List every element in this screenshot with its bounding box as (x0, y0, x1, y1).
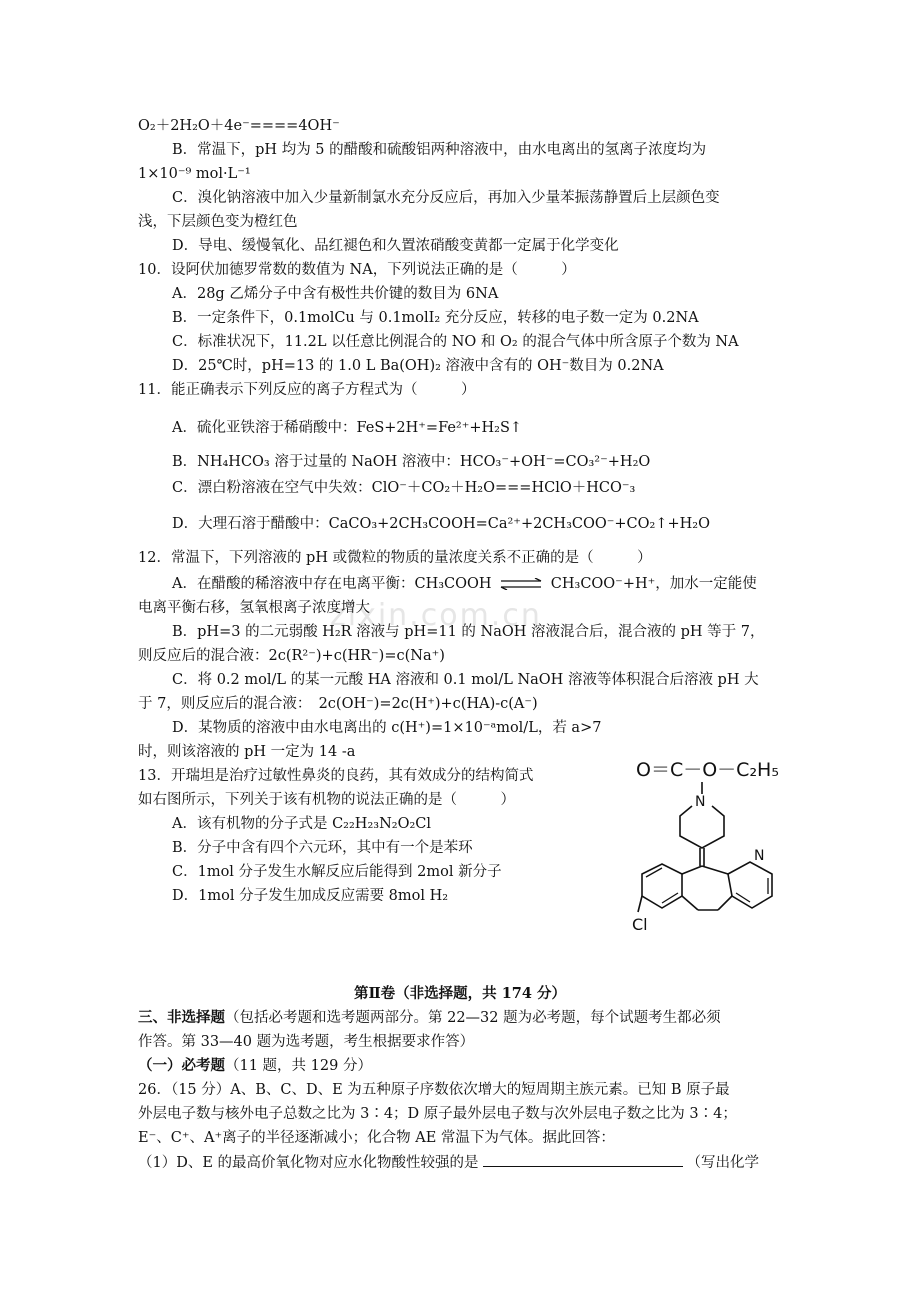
pyridine-nitrogen-label: N (754, 848, 765, 864)
answer-blank[interactable] (483, 1152, 683, 1167)
q13-option-a: A．该有机物的分子式是 C₂₂H₂₃N₂O₂Cl (172, 816, 432, 832)
q12-option-a-left: A．在醋酸的稀溶液中存在电离平衡：CH₃COOH (172, 576, 492, 592)
equation-line: O₂＋2H₂O＋4e⁻====4OH⁻ (138, 118, 340, 134)
option-c-cont: 浅，下层颜色变为橙红色 (138, 214, 298, 230)
question-10: 10．设阿伏加德罗常数的数值为 NA，下列说法正确的是（ ） (138, 262, 576, 278)
piperidine-nitrogen-label: N (695, 794, 706, 810)
question-26-part1 (138, 1152, 759, 1173)
ester-group-label: O＝C－O－C₂H₅ (636, 759, 779, 781)
question-11: 11．能正确表示下列反应的离子方程式为（ ） (138, 382, 476, 398)
q12-option-d-cont: 时，则该溶液的 pH 一定为 14 -a (138, 744, 356, 760)
section-3-label: 三、非选择题 (138, 1009, 225, 1026)
chlorine-label: Cl (632, 915, 648, 934)
q12-option-a-cont: 电离平衡右移，氢氧根离子浓度增大 (138, 600, 370, 616)
section-3-desc-cont: 作答。第 33—40 题为选考题，考生根据要求作答） (138, 1034, 475, 1050)
question-26-cont1: 外层电子数与核外电子总数之比为 3∶4；D 原子最外层电子数与次外层电子数之比为 3∶4； (138, 1106, 737, 1122)
section-3-desc: （包括必考题和选考题两部分。第 22—32 题为必考题，每个试题考生都必须 (225, 1010, 721, 1026)
option-c-text: C．溴化钠溶液中加入少量新制氯水充分反应后，再加入少量苯振荡静置后上层颜色变 (172, 190, 720, 206)
required-count: （11 题，共 129 分） (225, 1058, 372, 1074)
option-d-text: D．导电、缓慢氧化、品红褪色和久置浓硝酸变黄都一定属于化学变化 (172, 238, 619, 254)
question-12: 12．常温下，下列溶液的 pH 或微粒的物质的量浓度关系不正确的是（ ） (138, 550, 652, 566)
q11-option-d: D．大理石溶于醋酸中：CaCO₃+2CH₃COOH=Ca²⁺+2CH₃COO⁻+CO₂↑+H₂O (172, 516, 710, 532)
option-b-cont: 1×10⁻⁹ mol·L⁻¹ (138, 166, 251, 182)
watermark: zixin.com.cn (330, 598, 542, 633)
question-26: 26．（15 分）A、B、C、D、E 为五种原子序数依次增大的短周期主族元素。已知 B 原子最 (138, 1082, 730, 1098)
q12-option-b: B．pH=3 的二元弱酸 H₂R 溶液与 pH=11 的 NaOH 溶液混合后，混合液的 pH 等于 7， (172, 624, 765, 640)
q11-option-a: A．硫化亚铁溶于稀硝酸中：FeS+2H⁺=Fe²⁺+H₂S↑ (172, 420, 523, 436)
q26-part1-text: （1）D、E 的最高价氧化物对应水化物酸性较强的是 (138, 1155, 479, 1171)
option-b-text: B．常温下，pH 均为 5 的醋酸和硫酸铝两种溶液中，由水电离出的氢离子浓度均为 (172, 142, 707, 158)
q12-option-c: C．将 0.2 mol/L 的某一元酸 HA 溶液和 0.1 mol/L NaOH 溶液等体积混合后溶液 pH 大 (172, 672, 759, 688)
question-26-cont2: E⁻、C⁺、A⁺离子的半径逐渐减小；化合物 AE 常温下为气体。据此回答： (138, 1130, 615, 1146)
required-heading (138, 1056, 372, 1076)
q12-option-b-cont: 则反应后的混合液：2c(R²⁻)+c(HR⁻)=c(Na⁺) (138, 648, 445, 664)
q12-option-a (172, 574, 757, 594)
q13-option-c: C．1mol 分子发生水解反应后能得到 2mol 新分子 (172, 864, 502, 880)
q10-option-a: A．28g 乙烯分子中含有极性共价键的数目为 6NA (172, 286, 499, 302)
q12-option-d: D．某物质的溶液中由水电离出的 c(H⁺)=1×10⁻ᵃmol/L，若 a>7 (172, 720, 602, 736)
q10-option-b: B．一定条件下，0.1molCu 与 0.1molI₂ 充分反应，转移的电子数一定为 0.2NA (172, 310, 699, 326)
required-label: （一）必考题 (138, 1057, 225, 1074)
q12-option-c-cont: 于 7，则反应后的混合液： 2c(OH⁻)=2c(H⁺)+c(HA)-c(A⁻) (138, 696, 538, 712)
q11-option-b: B．NH₄HCO₃ 溶于过量的 NaOH 溶液中：HCO₃⁻+OH⁻=CO₃²⁻+H₂O (172, 454, 651, 470)
q26-part1-tail: （写出化学 (686, 1155, 760, 1171)
question-13: 13．开瑞坦是治疗过敏性鼻炎的良药，其有效成分的结构简式 (138, 768, 534, 784)
section-2-title: 第Ⅱ卷（非选择题，共 174 分） (353, 985, 567, 1002)
q13-option-d: D．1mol 分子发生加成反应需要 8mol H₂ (172, 888, 449, 904)
q10-option-d: D．25℃时，pH=13 的 1.0 L Ba(OH)₂ 溶液中含有的 OH⁻数目为 0.2NA (172, 358, 664, 374)
q13-option-b: B．分子中含有四个六元环，其中有一个是苯环 (172, 840, 473, 856)
section-3-heading (138, 1008, 721, 1028)
q12-option-a-right: CH₃COO⁻+H⁺，加水一定能使 (550, 576, 757, 592)
q10-option-c: C．标准状况下，11.2L 以任意比例混合的 NO 和 O₂ 的混合气体中所含原子个数为 NA (172, 334, 739, 350)
q11-option-c: C．漂白粉溶液在空气中失效：ClO⁻＋CO₂＋H₂O===HClO＋HCO⁻₃ (172, 480, 636, 496)
loratadine-structure-diagram (632, 752, 832, 942)
equilibrium-arrow-icon (499, 578, 543, 590)
question-13-cont: 如右图所示，下列关于该有机物的说法正确的是（ ） (138, 792, 515, 808)
